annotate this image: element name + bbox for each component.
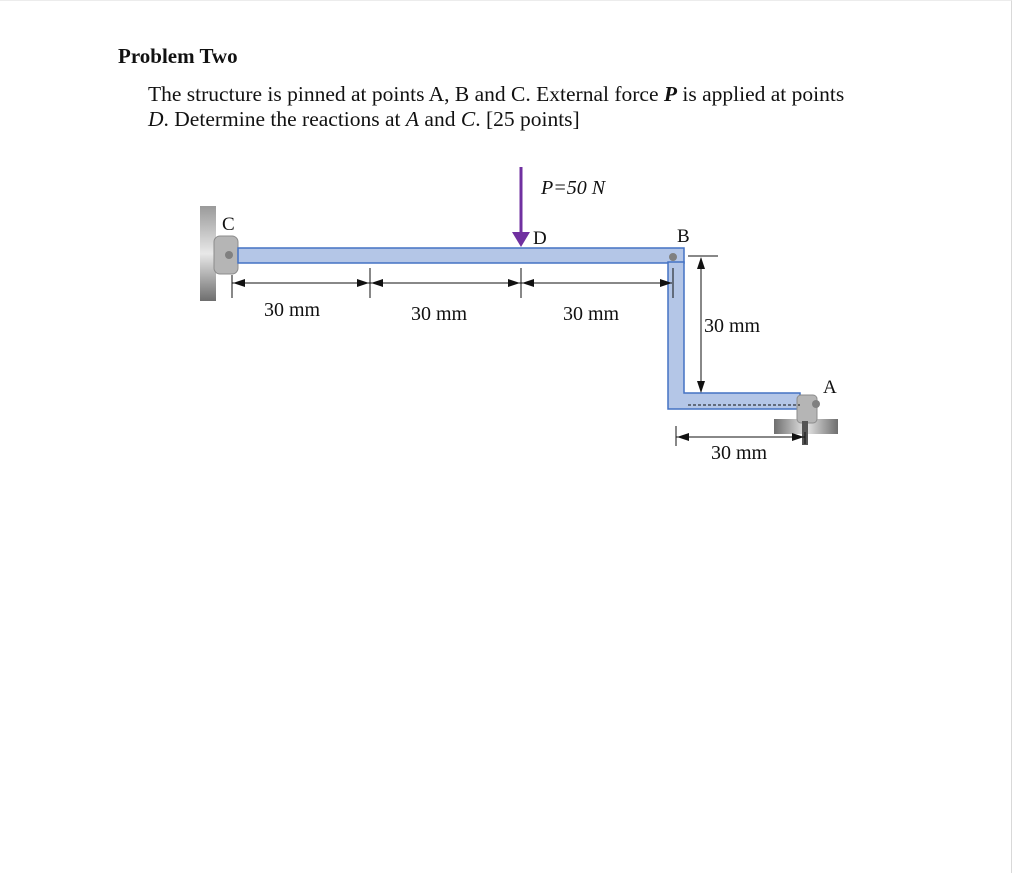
- dim-label-bottom: 30 mm: [711, 442, 768, 464]
- dim-label-mid-d: 30 mm: [411, 303, 468, 325]
- dim-arrow: [522, 279, 534, 287]
- point-d-ref: D: [148, 107, 164, 131]
- force-label: P=50 N: [541, 177, 606, 199]
- point-c-ref: C: [460, 107, 476, 131]
- dim-arrow: [677, 433, 689, 441]
- statement-text-5: . [25 points]: [475, 107, 580, 131]
- problem-heading: Problem Two: [118, 44, 238, 68]
- dim-arrow: [371, 279, 383, 287]
- dim-label-c-mid: 30 mm: [264, 299, 321, 321]
- pin-a: [812, 400, 820, 408]
- dim-arrow: [697, 381, 705, 393]
- statement-text-4: and: [419, 107, 461, 131]
- horizontal-member: [238, 248, 684, 263]
- label-d: D: [533, 228, 547, 249]
- point-a-ref: A: [405, 107, 420, 131]
- top-dimension-line: [232, 268, 673, 298]
- statement-text-1: The structure is pinned at points A, B and C. External force: [148, 82, 664, 106]
- label-b: B: [677, 226, 690, 247]
- label-c: C: [222, 214, 235, 235]
- support-a-bracket: [797, 395, 817, 423]
- force-arrow-p: [512, 167, 530, 247]
- label-a: A: [823, 377, 837, 398]
- pin-b: [669, 253, 677, 261]
- dim-arrow: [508, 279, 520, 287]
- dim-arrow: [357, 279, 369, 287]
- statement-text-2: is applied at points: [677, 82, 845, 106]
- force-arrow-head: [512, 232, 530, 247]
- dim-label-vertical: 30 mm: [704, 315, 761, 337]
- statement-text-3: . Determine the reactions at: [163, 107, 406, 131]
- dim-arrow: [697, 257, 705, 269]
- pin-c: [225, 251, 233, 259]
- dim-label-d-b: 30 mm: [563, 303, 620, 325]
- dim-arrow: [233, 279, 245, 287]
- force-symbol: P: [663, 82, 678, 106]
